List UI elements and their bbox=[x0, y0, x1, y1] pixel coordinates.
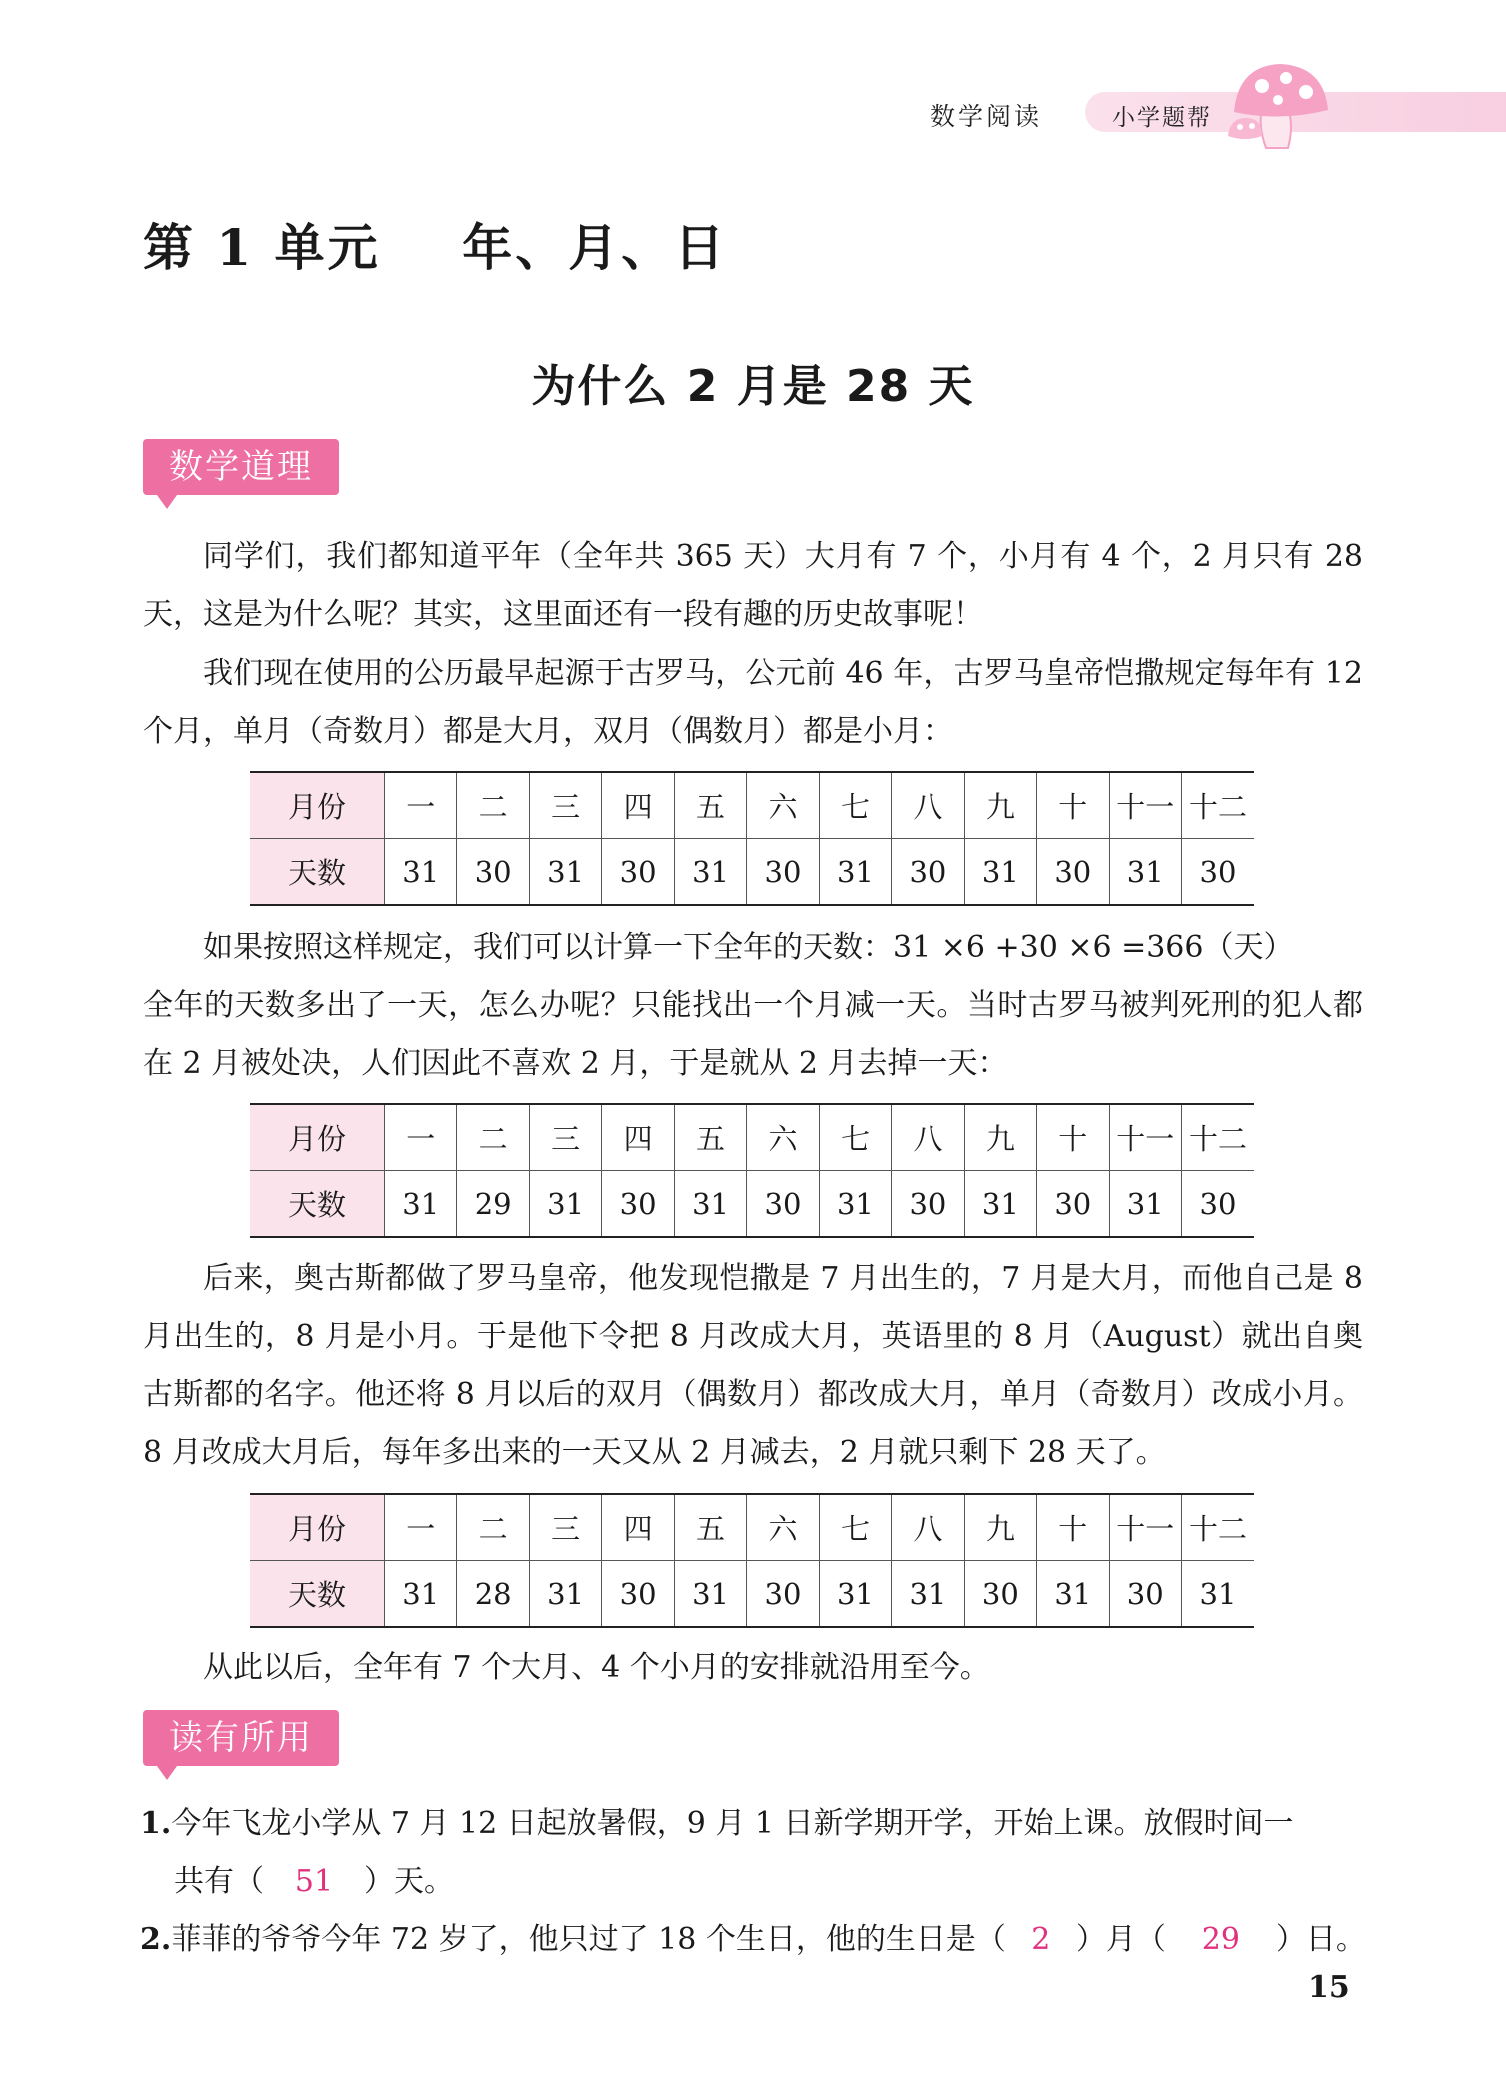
section-tag-math-reason: 数学道理 bbox=[143, 439, 339, 495]
question-2 bbox=[140, 1911, 1370, 1969]
days-cell: 31 bbox=[529, 839, 601, 906]
days-cell: 31 bbox=[674, 839, 746, 906]
month-table-2 bbox=[250, 1103, 1254, 1238]
days-cell: 28 bbox=[457, 1561, 529, 1628]
month-table-1 bbox=[250, 771, 1254, 906]
days-cell: 30 bbox=[602, 1561, 674, 1628]
table-row bbox=[250, 772, 1254, 839]
month-cell: 六 bbox=[747, 1104, 819, 1171]
question-text: 共有（ bbox=[174, 1864, 264, 1899]
month-cell: 十二 bbox=[1181, 1104, 1254, 1171]
days-cell: 30 bbox=[892, 839, 964, 906]
month-cell: 一 bbox=[385, 1494, 457, 1561]
month-cell: 一 bbox=[385, 1104, 457, 1171]
month-cell: 四 bbox=[602, 1104, 674, 1171]
answer-blank: 51 bbox=[294, 1864, 334, 1899]
month-cell: 二 bbox=[457, 1494, 529, 1561]
answer-blank: 29 bbox=[1201, 1922, 1240, 1957]
month-cell: 三 bbox=[529, 772, 601, 839]
days-cell: 30 bbox=[1037, 839, 1109, 906]
month-cell: 九 bbox=[964, 1494, 1036, 1561]
question-text: ）天。 bbox=[364, 1864, 454, 1899]
paragraph-february: 全年的天数多出了一天，怎么办呢？只能找出一个月减一天。当时古罗马被判死刑的犯人都在 2 月被处决，人们因此不喜欢 2 月，于是就从 2 月去掉一天： bbox=[143, 988, 1363, 1081]
unit-title: 第 1 单元 年、月、日 bbox=[143, 218, 728, 277]
month-cell: 四 bbox=[602, 772, 674, 839]
table-row bbox=[250, 1104, 1254, 1171]
month-cell: 七 bbox=[819, 1104, 891, 1171]
days-cell: 31 bbox=[819, 1561, 891, 1628]
month-cell: 六 bbox=[747, 772, 819, 839]
section-tag-practice: 读有所用 bbox=[143, 1710, 339, 1766]
month-cell: 五 bbox=[674, 1104, 746, 1171]
days-cell: 31 bbox=[674, 1561, 746, 1628]
month-cell: 五 bbox=[674, 772, 746, 839]
question-number: 1. bbox=[140, 1806, 172, 1841]
month-cell: 五 bbox=[674, 1494, 746, 1561]
row-label: 天数 bbox=[250, 839, 385, 906]
header-left-label: 数学阅读 bbox=[930, 102, 1043, 131]
month-cell: 八 bbox=[892, 1494, 964, 1561]
table-row bbox=[250, 1494, 1254, 1561]
paragraph-caesar: 我们现在使用的公历最早起源于古罗马，公元前 46 年，古罗马皇帝恺撒规定每年有 12 个月，单月（奇数月）都是大月，双月（偶数月）都是小月： bbox=[143, 656, 1363, 749]
table-row bbox=[250, 1561, 1254, 1628]
month-cell: 九 bbox=[964, 1104, 1036, 1171]
days-cell: 30 bbox=[747, 1561, 819, 1628]
row-label: 月份 bbox=[250, 1494, 385, 1561]
page-number: 15 bbox=[1308, 1970, 1350, 2005]
days-cell: 30 bbox=[602, 1171, 674, 1238]
month-cell: 八 bbox=[892, 772, 964, 839]
days-cell: 31 bbox=[964, 839, 1036, 906]
month-cell: 十一 bbox=[1109, 1104, 1181, 1171]
month-cell: 十一 bbox=[1109, 1494, 1181, 1561]
days-cell: 31 bbox=[385, 1561, 457, 1628]
days-cell: 30 bbox=[892, 1171, 964, 1238]
month-cell: 九 bbox=[964, 772, 1036, 839]
row-label: 天数 bbox=[250, 1171, 385, 1238]
month-cell: 十 bbox=[1037, 1494, 1109, 1561]
header-right-label: 小学题帮 bbox=[1112, 105, 1212, 131]
paragraph-augustus: 后来，奥古斯都做了罗马皇帝，他发现恺撒是 7 月出生的，7 月是大月，而他自己是 8 月出生的，8 月是小月。于是他下令把 8 月改成大月，英语里的 8 月（August）就出自奥古斯都的名字。他还将 8 月以后的双月（偶数月）都改成大月，单月（奇数月）改成小月。8 月改成大月后，每年多出来的一天又从 2 月减去，2 月就只剩下 28 天了。 bbox=[143, 1261, 1363, 1470]
days-cell: 31 bbox=[1037, 1561, 1109, 1628]
row-label: 月份 bbox=[250, 1104, 385, 1171]
days-cell: 31 bbox=[1109, 839, 1181, 906]
paragraph-intro: 同学们，我们都知道平年（全年共 365 天）大月有 7 个，小月有 4 个，2 月只有 28 天，这是为什么呢？其实，这里面还有一段有趣的历史故事呢！ bbox=[143, 539, 1363, 632]
table-row bbox=[250, 839, 1254, 906]
month-cell: 三 bbox=[529, 1494, 601, 1561]
days-cell: 30 bbox=[602, 839, 674, 906]
month-cell: 一 bbox=[385, 772, 457, 839]
month-cell: 三 bbox=[529, 1104, 601, 1171]
month-cell: 十二 bbox=[1181, 772, 1254, 839]
days-cell: 31 bbox=[819, 1171, 891, 1238]
paragraph-calculation: 如果按照这样规定，我们可以计算一下全年的天数：31 ×6 +30 ×6 =366（天） bbox=[203, 930, 1294, 965]
question-text: 今年飞龙小学从 7 月 12 日起放暑假，9 月 1 日新学期开学，开始上课。放假时间一 bbox=[171, 1806, 1294, 1841]
question-1 bbox=[140, 1795, 1370, 1911]
month-cell: 四 bbox=[602, 1494, 674, 1561]
days-cell: 31 bbox=[529, 1171, 601, 1238]
days-cell: 30 bbox=[457, 839, 529, 906]
days-cell: 30 bbox=[747, 1171, 819, 1238]
days-cell: 31 bbox=[892, 1561, 964, 1628]
month-table-3 bbox=[250, 1493, 1254, 1628]
days-cell: 29 bbox=[457, 1171, 529, 1238]
days-cell: 31 bbox=[1109, 1171, 1181, 1238]
days-cell: 30 bbox=[964, 1561, 1036, 1628]
days-cell: 31 bbox=[529, 1561, 601, 1628]
days-cell: 30 bbox=[1181, 839, 1254, 906]
table-row bbox=[250, 1171, 1254, 1238]
article-title: 为什么 2 月是 28 天 bbox=[531, 361, 975, 412]
days-cell: 31 bbox=[1181, 1561, 1254, 1628]
days-cell: 31 bbox=[385, 1171, 457, 1238]
days-cell: 31 bbox=[674, 1171, 746, 1238]
month-cell: 二 bbox=[457, 1104, 529, 1171]
days-cell: 30 bbox=[1037, 1171, 1109, 1238]
month-cell: 十 bbox=[1037, 772, 1109, 839]
month-cell: 七 bbox=[819, 772, 891, 839]
question-text: ）月（ bbox=[1075, 1922, 1166, 1957]
paragraph-conclusion: 从此以后，全年有 7 个大月、4 个小月的安排就沿用至今。 bbox=[203, 1650, 990, 1685]
days-cell: 31 bbox=[964, 1171, 1036, 1238]
month-cell: 七 bbox=[819, 1494, 891, 1561]
question-text: 菲菲的爷爷今年 72 岁了，他只过了 18 个生日，他的生日是（ bbox=[171, 1922, 1006, 1957]
days-cell: 30 bbox=[747, 839, 819, 906]
month-cell: 八 bbox=[892, 1104, 964, 1171]
month-cell: 十一 bbox=[1109, 772, 1181, 839]
month-cell: 十二 bbox=[1181, 1494, 1254, 1561]
month-cell: 二 bbox=[457, 772, 529, 839]
mushroom-icon bbox=[1228, 56, 1340, 152]
question-number: 2. bbox=[140, 1922, 172, 1957]
days-cell: 31 bbox=[385, 839, 457, 906]
month-cell: 六 bbox=[747, 1494, 819, 1561]
days-cell: 30 bbox=[1181, 1171, 1254, 1238]
row-label: 天数 bbox=[250, 1561, 385, 1628]
days-cell: 31 bbox=[819, 839, 891, 906]
month-cell: 十 bbox=[1037, 1104, 1109, 1171]
row-label: 月份 bbox=[250, 772, 385, 839]
question-text: ）日。 bbox=[1275, 1922, 1366, 1957]
answer-blank: 2 bbox=[1031, 1922, 1051, 1957]
days-cell: 30 bbox=[1109, 1561, 1181, 1628]
